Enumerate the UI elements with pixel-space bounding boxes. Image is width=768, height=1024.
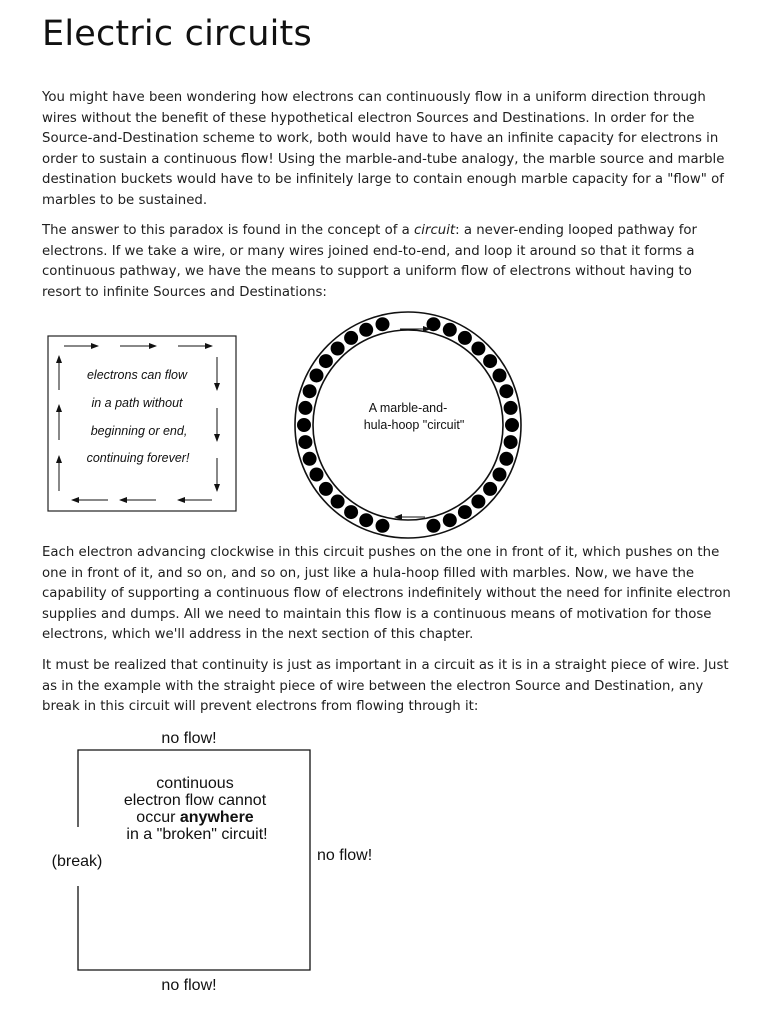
marble xyxy=(344,331,358,345)
marble xyxy=(505,418,519,432)
label-break: (break) xyxy=(51,853,103,870)
center-line-3-bold: anywhere xyxy=(179,809,254,826)
marble xyxy=(319,482,333,496)
paragraph-3: Each electron advancing clockwise in this circuit pushes on the one in front of it, which pushes on the one in front of it, and so on, and so on, just like a hula-hoop filled with marbles. Now, we have the capability of supporting a continuous flow of electrons indefinitely without the need for infinite electron supplies and dumps. All we need to maintain this flow is a continuous means of motivation for those electrons, which we'll address in the next section of this chapter. xyxy=(42,545,731,643)
marble xyxy=(483,354,497,368)
center-line-1: continuous xyxy=(156,775,234,792)
center-line-3 xyxy=(136,809,253,826)
marble xyxy=(458,331,472,345)
marble xyxy=(310,369,324,383)
marble xyxy=(298,401,312,415)
paragraph-4: It must be realized that continuity is just as important in a circuit as it is in a straight piece of wire. Just as in the example with the straight piece of wire between the electron Source and Destination, any break in this circuit will prevent electrons from flowing through it: xyxy=(42,658,729,715)
box-text-3: beginning or end, xyxy=(90,424,188,438)
marble xyxy=(471,342,485,356)
marble xyxy=(483,482,497,496)
marble xyxy=(493,468,507,482)
marble xyxy=(458,505,472,519)
marble xyxy=(303,452,317,466)
marble xyxy=(359,323,373,337)
circuit-term: circuit xyxy=(414,223,456,238)
marble xyxy=(427,519,441,533)
marble xyxy=(344,505,358,519)
paragraph-2-end: : a never-ending looped pathway for electrons. If we take a wire, or many wires joined end-to-end, and loop it around so that it forms a continuous pathway, we have the means to support a uniform flow of electrons without having to resort to infinite Sources and Destinations: xyxy=(42,223,698,300)
center-line-2: electron flow cannot xyxy=(123,792,267,809)
marble xyxy=(493,369,507,383)
center-line-3-pre: occur xyxy=(136,809,180,826)
marble xyxy=(297,418,311,432)
page-title: Electric circuits xyxy=(42,14,312,54)
label-no-flow-top: no flow! xyxy=(161,730,217,747)
marble xyxy=(471,495,485,509)
marble xyxy=(443,323,457,337)
marble xyxy=(319,354,333,368)
marble xyxy=(298,435,312,449)
marble xyxy=(331,342,345,356)
label-no-flow-bottom: no flow! xyxy=(161,977,217,994)
box-text-4: continuing forever! xyxy=(86,451,190,465)
marble xyxy=(504,401,518,415)
marble xyxy=(443,513,457,527)
box-text-1: electrons can flow xyxy=(86,368,188,382)
marble xyxy=(310,468,324,482)
hoop-label-2: hula-hoop "circuit" xyxy=(363,418,465,432)
marble xyxy=(331,495,345,509)
marble xyxy=(359,513,373,527)
label-no-flow-right: no flow! xyxy=(317,847,373,864)
paragraph-2-start: The answer to this paradox is found in the concept of a xyxy=(42,223,414,238)
center-line-4: in a "broken" circuit! xyxy=(126,826,268,843)
marble xyxy=(376,317,390,331)
box-text-2: in a path without xyxy=(91,396,183,410)
hoop-label-1: A marble-and- xyxy=(368,401,448,415)
marble xyxy=(303,384,317,398)
marble xyxy=(376,519,390,533)
marble xyxy=(504,435,518,449)
paragraph-1: You might have been wondering how electrons can continuously flow in a uniform direction through wires without the benefit of these hypothetical electron Sources and Destinations. In order for the Source-and-Destination scheme to work, both would have to have an infinite capacity for electrons in order to sustain a continuous flow! Using the marble-and-tube analogy, the marble source and marble destination buckets would have to be infinitely large to contain enough marble capacity for a "flow" of marbles to be sustained. xyxy=(42,90,725,208)
marble xyxy=(499,384,513,398)
marble xyxy=(499,452,513,466)
